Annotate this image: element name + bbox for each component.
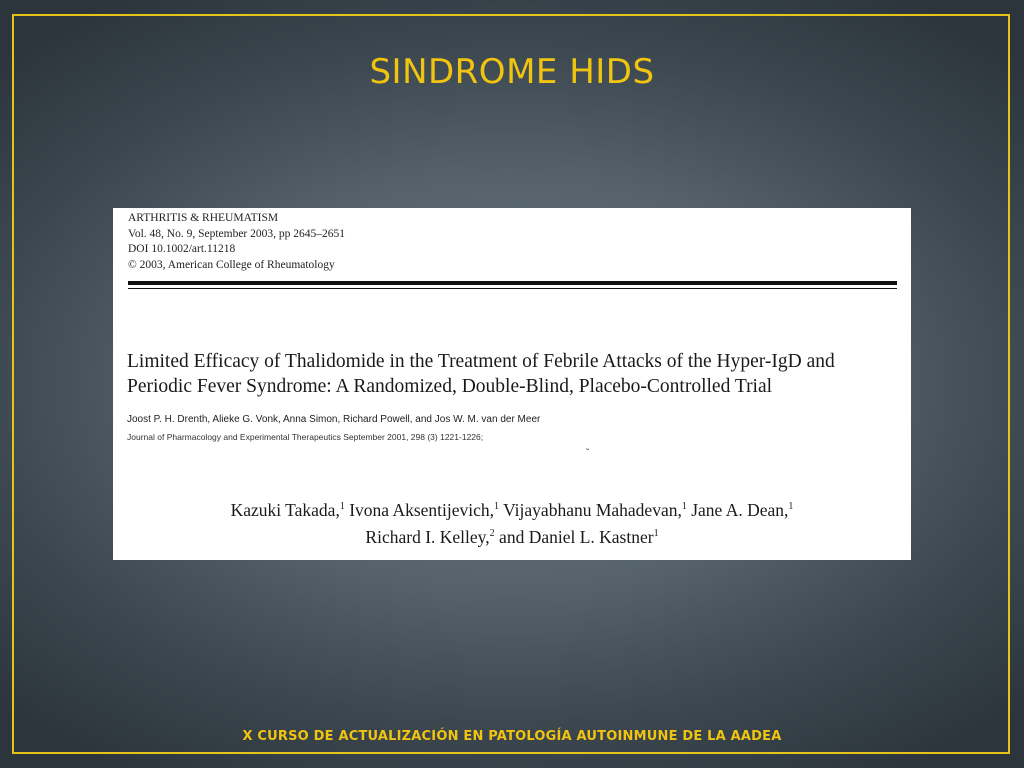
journal-name: ARTHRITIS & RHEUMATISM [128, 212, 279, 224]
author-affiliation: 1 [494, 501, 500, 512]
journal-doi: DOI 10.1002/art.11218 [128, 243, 236, 255]
overlay-journal-citation: Journal of Pharmacology and Experimental Therapeutics September 2001, 298 (3) 1221-1226; [127, 432, 484, 442]
author-affiliation: 1 [339, 501, 345, 512]
paper-screenshot [113, 208, 911, 560]
author-name: Richard I. Kelley, [365, 526, 490, 547]
author-line-2 [113, 522, 911, 549]
header-rule-thin [128, 288, 897, 289]
journal-copyright: © 2003, American College of Rheumatology [128, 258, 335, 271]
author-list [113, 495, 911, 549]
header-rule-thick [128, 281, 897, 285]
slide-title: SINDROME HIDS [369, 52, 655, 92]
author-affiliation: 1 [788, 501, 794, 512]
author-name: Kazuki Takada, [230, 499, 340, 520]
author-affiliation: 2 [489, 527, 495, 539]
author-name: Jane A. Dean, [691, 499, 789, 520]
journal-volume: Vol. 48, No. 9, September 2003, pp 2645–2651 [128, 227, 346, 240]
author-name: Ivona Aksentijevich, [349, 499, 495, 520]
author-affiliation: 1 [681, 501, 687, 512]
slide-footer: X CURSO DE ACTUALIZACIÓN EN PATOLOGÍA AUTOINMUNE DE LA AADEA [242, 729, 782, 744]
journal-header [128, 211, 345, 273]
article-title-line-2: Periodic Fever Syndrome: A Randomized, Double-Blind, Placebo-Controlled Trial [127, 376, 773, 397]
author-line-1 [113, 495, 911, 522]
article-title [127, 349, 907, 399]
overlay-authors: Joost P. H. Drenth, Alieke G. Vonk, Anna Simon, Richard Powell, and Jos W. M. van der Meer [127, 414, 541, 425]
tick-mark: ˇ [586, 448, 590, 459]
author-name: Vijayabhanu Mahadevan, [503, 499, 682, 520]
article-title-line-1: Limited Efficacy of Thalidomide in the Treatment of Febrile Attacks of the Hyper-IgD and [127, 351, 835, 372]
author-affiliation: 1 [653, 527, 659, 539]
author-name: and Daniel L. Kastner [499, 526, 654, 547]
